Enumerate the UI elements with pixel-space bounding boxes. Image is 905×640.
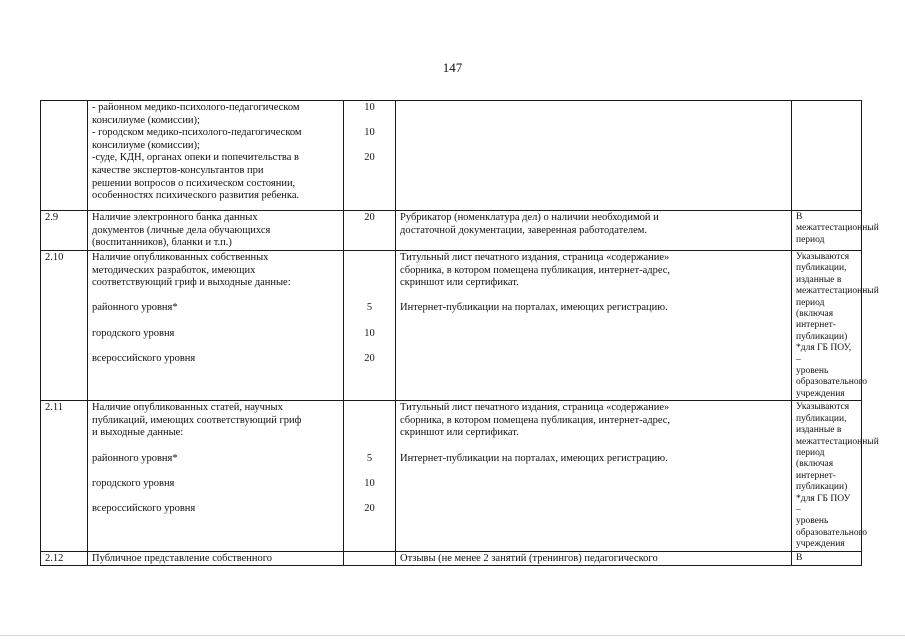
- document-line: скриншот или сертификат.: [400, 277, 519, 289]
- criterion-line: всероссийского уровня: [92, 503, 196, 515]
- criterion-line: публикаций, имеющих соответствующий гриф: [92, 414, 302, 426]
- criterion-line: всероссийского уровня: [92, 352, 196, 364]
- points-value: 10: [364, 102, 375, 113]
- document-line: сборника, в котором помещена публикация, интернет-адрес,: [400, 264, 671, 276]
- note-line: изданные в: [796, 425, 842, 436]
- row-number-cell: [41, 101, 88, 211]
- criteria-table: [40, 100, 879, 566]
- note-line: Указываются: [796, 402, 850, 413]
- note-line: межаттестационный: [796, 436, 879, 447]
- points-cell: [344, 551, 396, 566]
- points-value: 20: [364, 152, 375, 164]
- row-number-cell: 2.10: [41, 251, 88, 401]
- note-line: период: [796, 234, 825, 245]
- note-line: (включая интернет-: [796, 459, 836, 481]
- points-value: 20: [364, 212, 375, 223]
- row-number-cell: 2.11: [41, 401, 88, 551]
- note-line: публикации): [796, 331, 848, 342]
- criterion-line: Наличие электронного банка данных: [92, 212, 258, 223]
- scan-bottom-edge: [0, 635, 905, 640]
- table-row-2-12: [41, 551, 862, 566]
- criterion-cell: [88, 211, 344, 251]
- criterion-line: городского уровня: [92, 327, 175, 339]
- document-line: Титульный лист печатного издания, страница «содержание»: [400, 252, 670, 263]
- row-number-cell: 2.9: [41, 211, 88, 251]
- criterion-line: районного уровня*: [92, 302, 178, 314]
- points-cell: [344, 251, 396, 401]
- points-value: 20: [364, 352, 375, 364]
- criterion-cell: [88, 401, 344, 551]
- points-value: 10: [364, 477, 375, 489]
- table-row-2-9: [41, 211, 862, 251]
- note-line: В: [796, 552, 803, 563]
- note-line: образовательного: [796, 527, 868, 538]
- criterion-line: - городском медико-психолого-педагогическом: [92, 127, 302, 139]
- note-cell: [792, 101, 862, 211]
- criterion-line: и выходные данные:: [92, 427, 184, 439]
- note-cell: [792, 251, 879, 401]
- criterion-line: (воспитанников), бланки и т.п.): [92, 237, 232, 249]
- criterion-line: -суде, КДН, органах опеки и попечительства в: [92, 152, 299, 164]
- document-line: скриншот или сертификат.: [400, 427, 519, 439]
- points-value: 10: [364, 127, 375, 139]
- criterion-line: особенностях психического развития ребенка.: [92, 190, 300, 202]
- note-line: период: [796, 447, 825, 458]
- criterion-cell: [88, 251, 344, 401]
- document-cell: [396, 401, 792, 551]
- note-line: уровень: [796, 516, 829, 527]
- document-line: Интернет-публикации на порталах, имеющих регистрацию.: [400, 302, 668, 314]
- table-row-2-11: [41, 401, 862, 551]
- note-line: межаттестационный: [796, 286, 879, 297]
- note-line: Указываются: [796, 252, 850, 262]
- criterion-line: решении вопросов о психическом состоянии,: [92, 177, 296, 189]
- note-line: период: [796, 297, 825, 308]
- document-cell: [396, 101, 792, 211]
- document-line: Интернет-публикации на порталах, имеющих регистрацию.: [400, 452, 668, 464]
- criterion-line: Наличие опубликованных статей, научных: [92, 402, 283, 414]
- note-line: учреждения: [796, 539, 845, 550]
- points-value: 20: [364, 503, 375, 515]
- criterion-line: документов (личные дела обучающихся: [92, 224, 271, 236]
- criterion-line: Публичное представление собственного: [92, 552, 273, 564]
- row-number-cell: 2.12: [41, 551, 88, 566]
- note-line: *для ГБ ПОУ, –: [796, 343, 852, 365]
- note-line: публикации,: [796, 263, 847, 274]
- criterion-line: - районном медико-психолого-педагогическом: [92, 102, 300, 113]
- table-row-continued: [41, 101, 862, 211]
- note-line: уровень: [796, 366, 829, 377]
- criterion-line: Наличие опубликованных собственных: [92, 252, 269, 263]
- document-cell: [396, 551, 792, 566]
- note-line: межаттестационный: [796, 223, 879, 234]
- note-line: изданные в: [796, 274, 842, 285]
- criterion-line: консилиуме (комиссии);: [92, 114, 200, 126]
- criterion-line: соответствующий гриф и выходные данные:: [92, 277, 291, 289]
- criterion-line: городского уровня: [92, 477, 175, 489]
- note-cell: [792, 211, 879, 251]
- note-line: публикации): [796, 482, 848, 493]
- note-line: публикации,: [796, 413, 847, 424]
- table-row-2-10: [41, 251, 862, 401]
- points-cell: [344, 101, 396, 211]
- note-line: (включая интернет-: [796, 309, 836, 331]
- document-line: Титульный лист печатного издания, страница «содержание»: [400, 402, 670, 414]
- document-line: Рубрикатор (номенклатура дел) о наличии необходимой и: [400, 212, 659, 223]
- note-cell: [792, 401, 879, 551]
- points-cell: [344, 401, 396, 551]
- note-line: учреждения: [796, 388, 845, 399]
- criterion-line: консилиуме (комиссии);: [92, 139, 200, 151]
- page-number: 147: [442, 60, 463, 75]
- criterion-line: качестве экспертов-консультантов при: [92, 164, 264, 176]
- points-cell: [344, 211, 396, 251]
- document-line: сборника, в котором помещена публикация, интернет-адрес,: [400, 414, 671, 426]
- criterion-line: районного уровня*: [92, 452, 178, 464]
- criterion-cell: [88, 551, 344, 566]
- note-line: *для ГБ ПОУ –: [796, 493, 851, 515]
- document-line: Отзывы (не менее 2 занятий (тренингов) педагогического: [400, 552, 658, 564]
- document-cell: [396, 251, 792, 401]
- document-cell: [396, 211, 792, 251]
- note-line: образовательного: [796, 377, 868, 388]
- points-value: 5: [366, 302, 373, 314]
- points-value: 5: [366, 452, 373, 464]
- criterion-cell: [88, 101, 344, 211]
- points-value: 10: [364, 327, 375, 339]
- document-line: достаточной документации, заверенная работодателем.: [400, 224, 648, 236]
- criterion-line: методических разработок, имеющих: [92, 264, 256, 276]
- note-line: В: [796, 212, 803, 222]
- note-cell: [792, 551, 862, 566]
